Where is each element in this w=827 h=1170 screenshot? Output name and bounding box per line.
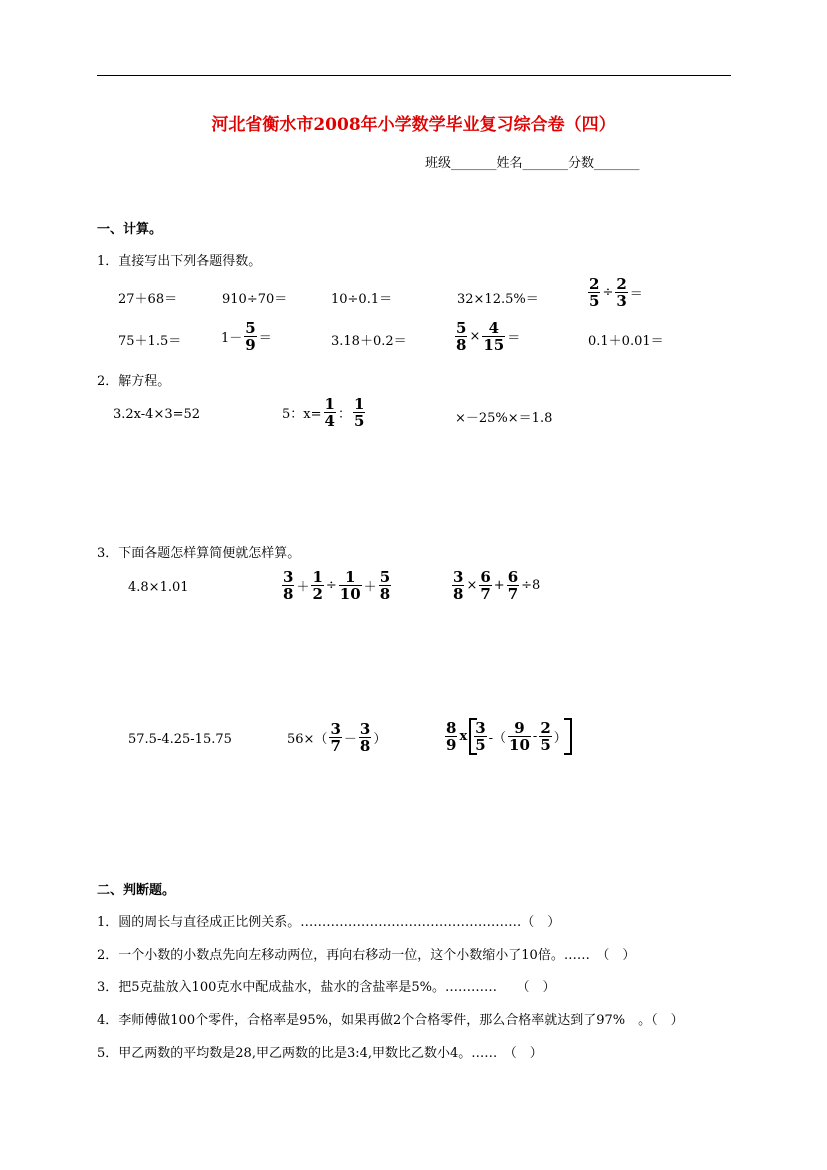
q2-label: 2．解方程。 [97, 374, 171, 389]
q3-expr-2: $\frac{3}{8}$ ＋ $\frac{1}{2}$ ÷ $\frac{1}{10}$ ＋ $\frac{5}{8}$ [283, 568, 391, 603]
page-title: 河北省衡水市2008年小学数学毕业复习综合卷（四） [211, 115, 616, 135]
q2-eq-2: 5：x= $\frac{1}{4}$ ： $\frac{1}{5}$ [282, 395, 365, 430]
fraction: $\frac{3}{8}$ [283, 568, 294, 603]
q3-expr-4: 57.5-4.25-15.75 [128, 732, 232, 747]
fraction: $\frac{3}{8}$ [453, 568, 464, 603]
fraction: $\frac{4}{15}$ [483, 319, 505, 354]
fraction: $\frac{9}{10}$ [509, 719, 530, 754]
fraction: $\frac{1}{4}$ [324, 395, 335, 430]
q1-item-9: $\frac{5}{8}$ × $\frac{4}{15}$ ＝ [456, 319, 521, 354]
fraction: $\frac{1}{5}$ [353, 395, 365, 430]
fraction: $\frac{6}{7}$ [480, 568, 491, 603]
fraction: $\frac{2}{3}$ [616, 275, 627, 310]
judge-item-2: 2．一个小数的小数点先向左移动两位，再向右移动一位，这个小数缩小了10倍。…… （ ） [97, 948, 636, 963]
fraction: $\frac{2}{5}$ [540, 719, 551, 754]
q3-expr-1: 4.8×1.01 [128, 580, 189, 595]
q1-item-3: 10÷0.1＝ [331, 292, 393, 307]
judge-item-5: 5．甲乙两数的平均数是28,甲乙两数的比是3:4,甲数比乙数小4。…… （ ） [97, 1046, 543, 1061]
q2-eq-1: 3.2x-4×3=52 [113, 407, 201, 422]
q1-item-8: 3.18＋0.2＝ [331, 334, 407, 349]
q3-expr-3: $\frac{3}{8}$ × $\frac{6}{7}$ + $\frac{6}{7}$ ÷8 [453, 568, 541, 603]
q3-expr-5: 56×（ $\frac{3}{7}$ － $\frac{3}{8}$ ） [287, 720, 387, 755]
q1-item-2: 910÷70＝ [222, 292, 288, 307]
q3-expr-6: $\frac{8}{9}$ x $\frac{3}{5}$ -（ $\frac{9}{10}$ - $\frac{2}{5}$ ） [445, 718, 572, 755]
square-bracket-group: $\frac{3}{5}$ -（ $\frac{9}{10}$ - $\frac{2}{5}$ ） [469, 718, 572, 755]
fraction: $\frac{6}{7}$ [507, 568, 519, 603]
q1-item-10: 0.1＋0.01＝ [588, 334, 664, 349]
q2-eq-3: ×－25%×＝1.8 [455, 411, 553, 426]
fraction: $\frac{1}{10}$ [339, 568, 361, 603]
judge-item-1: 1．圆的周长与直径成正比例关系。……………………………………………（ ） [97, 915, 561, 930]
student-info-line: 班级_______姓名_______分数_______ [425, 156, 640, 171]
fraction: $\frac{2}{5}$ [589, 275, 600, 310]
fraction: $\frac{3}{8}$ [359, 720, 371, 755]
fraction: $\frac{3}{5}$ [475, 719, 486, 754]
top-rule [97, 75, 731, 76]
q1-item-7: 1－ $\frac{5}{9}$ ＝ [221, 319, 272, 354]
fraction: $\frac{1}{2}$ [312, 568, 323, 603]
q1-item-6: 75＋1.5＝ [118, 334, 182, 349]
fraction: $\frac{8}{9}$ [446, 719, 457, 754]
section-2-heading: 二、判断题。 [97, 883, 176, 898]
judge-item-3: 3．把5克盐放入100克水中配成盐水，盐水的含盐率是5%。………… （ ） [97, 980, 556, 995]
q3-label: 3．下面各题怎样算简便就怎样算。 [97, 546, 301, 561]
fraction: $\frac{5}{8}$ [379, 568, 391, 603]
fraction: $\frac{5}{8}$ [456, 319, 467, 354]
q1-item-4: 32×12.5%＝ [457, 292, 539, 307]
fraction: $\frac{3}{7}$ [330, 720, 341, 755]
judge-item-4: 4．李师傅做100个零件，合格率是95%，如果再做2个合格零件，那么合格率就达到了97% 。（ ） [97, 1013, 684, 1028]
q1-item-1: 27＋68＝ [118, 292, 178, 307]
q1-item-5: $\frac{2}{5}$ ÷ $\frac{2}{3}$ ＝ [589, 275, 643, 310]
section-1-heading: 一、计算。 [97, 222, 163, 237]
q1-label: 1．直接写出下列各题得数。 [97, 254, 262, 269]
fraction: $\frac{5}{9}$ [245, 319, 256, 354]
